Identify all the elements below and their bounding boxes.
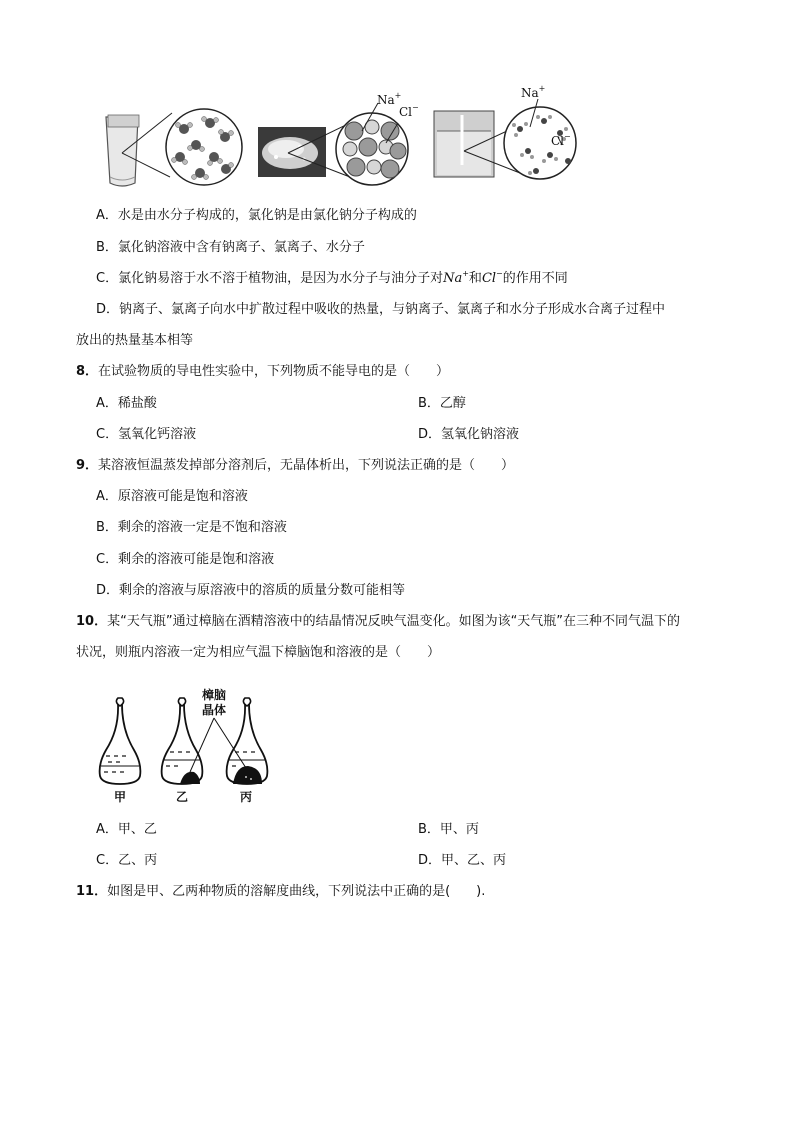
q7-option-c[interactable]: C．氯化钠易溶于水不溶于植物油，是因为水分子与油分子对Na+和Cl−的作用不同 [96,268,568,286]
q9-option-d[interactable]: D．剩余的溶液与原溶液中的溶质的质量分数可能相等 [96,583,406,598]
q8-stem: 8．在试验物质的导电性实验中，下列物质不能导电的是（ ） [76,364,450,379]
q10-stem-line2: 状况，则瓶内溶液一定为相应气温下樟脑饱和溶液的是（ ） [76,645,441,660]
salt-crystals-image [258,127,326,177]
water-glass-image [106,115,139,186]
beaker-image [434,111,494,177]
cl-ion-label: Cl− [399,103,419,119]
q8-option-c[interactable]: C．氢氧化钙溶液 [96,427,197,442]
na-hydrated-label: Na+ [521,84,546,100]
q7-option-d-cont: 放出的热量基本相等 [76,333,194,348]
q10-option-b[interactable]: B．甲、丙 [418,822,479,837]
q9-stem: 9．某溶液恒温蒸发掉部分溶剂后，无晶体析出，下列说法正确的是（ ） [76,458,515,473]
water-molecule-magnified [166,109,242,185]
bottle-bing [227,698,268,784]
q10-stem-line1: 10．某“天气瓶”通过樟脑在酒精溶液中的结晶情况反映气温变化。如图为该“天气瓶”在三种不同气温下的 [76,614,681,629]
q9-option-b[interactable]: B．剩余的溶液一定是不饱和溶液 [96,520,287,535]
q10-option-c[interactable]: C．乙、丙 [96,853,158,868]
camphor-crystal-label-1: 樟脑 [202,688,227,702]
bottle-jia [100,698,141,784]
q7-option-d[interactable]: D．钠离子、氯离子向水中扩散过程中吸收的热量，与钠离子、氯离子和水分子形成水合离子过程中 [96,302,666,317]
q7-option-b[interactable]: B．氯化钠溶液中含有钠离子、氯离子、水分子 [96,240,365,255]
q8-option-b[interactable]: B．乙醇 [418,396,466,411]
bottle-label-yi: 乙 [176,790,189,804]
q8-option-d[interactable]: D．氢氧化钠溶液 [418,427,520,442]
camphor-crystal-label-2: 晶体 [202,703,227,717]
q7-option-a[interactable]: A．水是由水分子构成的，氯化钠是由氯化钠分子构成的 [96,208,417,223]
bottle-label-jia: 甲 [114,790,127,804]
q10-option-a[interactable]: A．甲、乙 [96,822,157,837]
na-ion-label: Na+ [377,91,402,107]
bottle-yi [162,698,203,784]
q9-option-c[interactable]: C．剩余的溶液可能是饱和溶液 [96,552,275,567]
q9-option-a[interactable]: A．原溶液可能是饱和溶液 [96,489,248,504]
q8-option-a[interactable]: A．稀盐酸 [96,396,157,411]
cl-hydrated-label: Cl− [551,132,571,148]
q7-figure [100,85,590,190]
q11-stem: 11．如图是甲、乙两种物质的溶解度曲线，下列说法中正确的是( ). [76,884,486,899]
bottle-label-bing: 丙 [240,790,253,804]
q10-option-d[interactable]: D．甲、乙、丙 [418,853,507,868]
